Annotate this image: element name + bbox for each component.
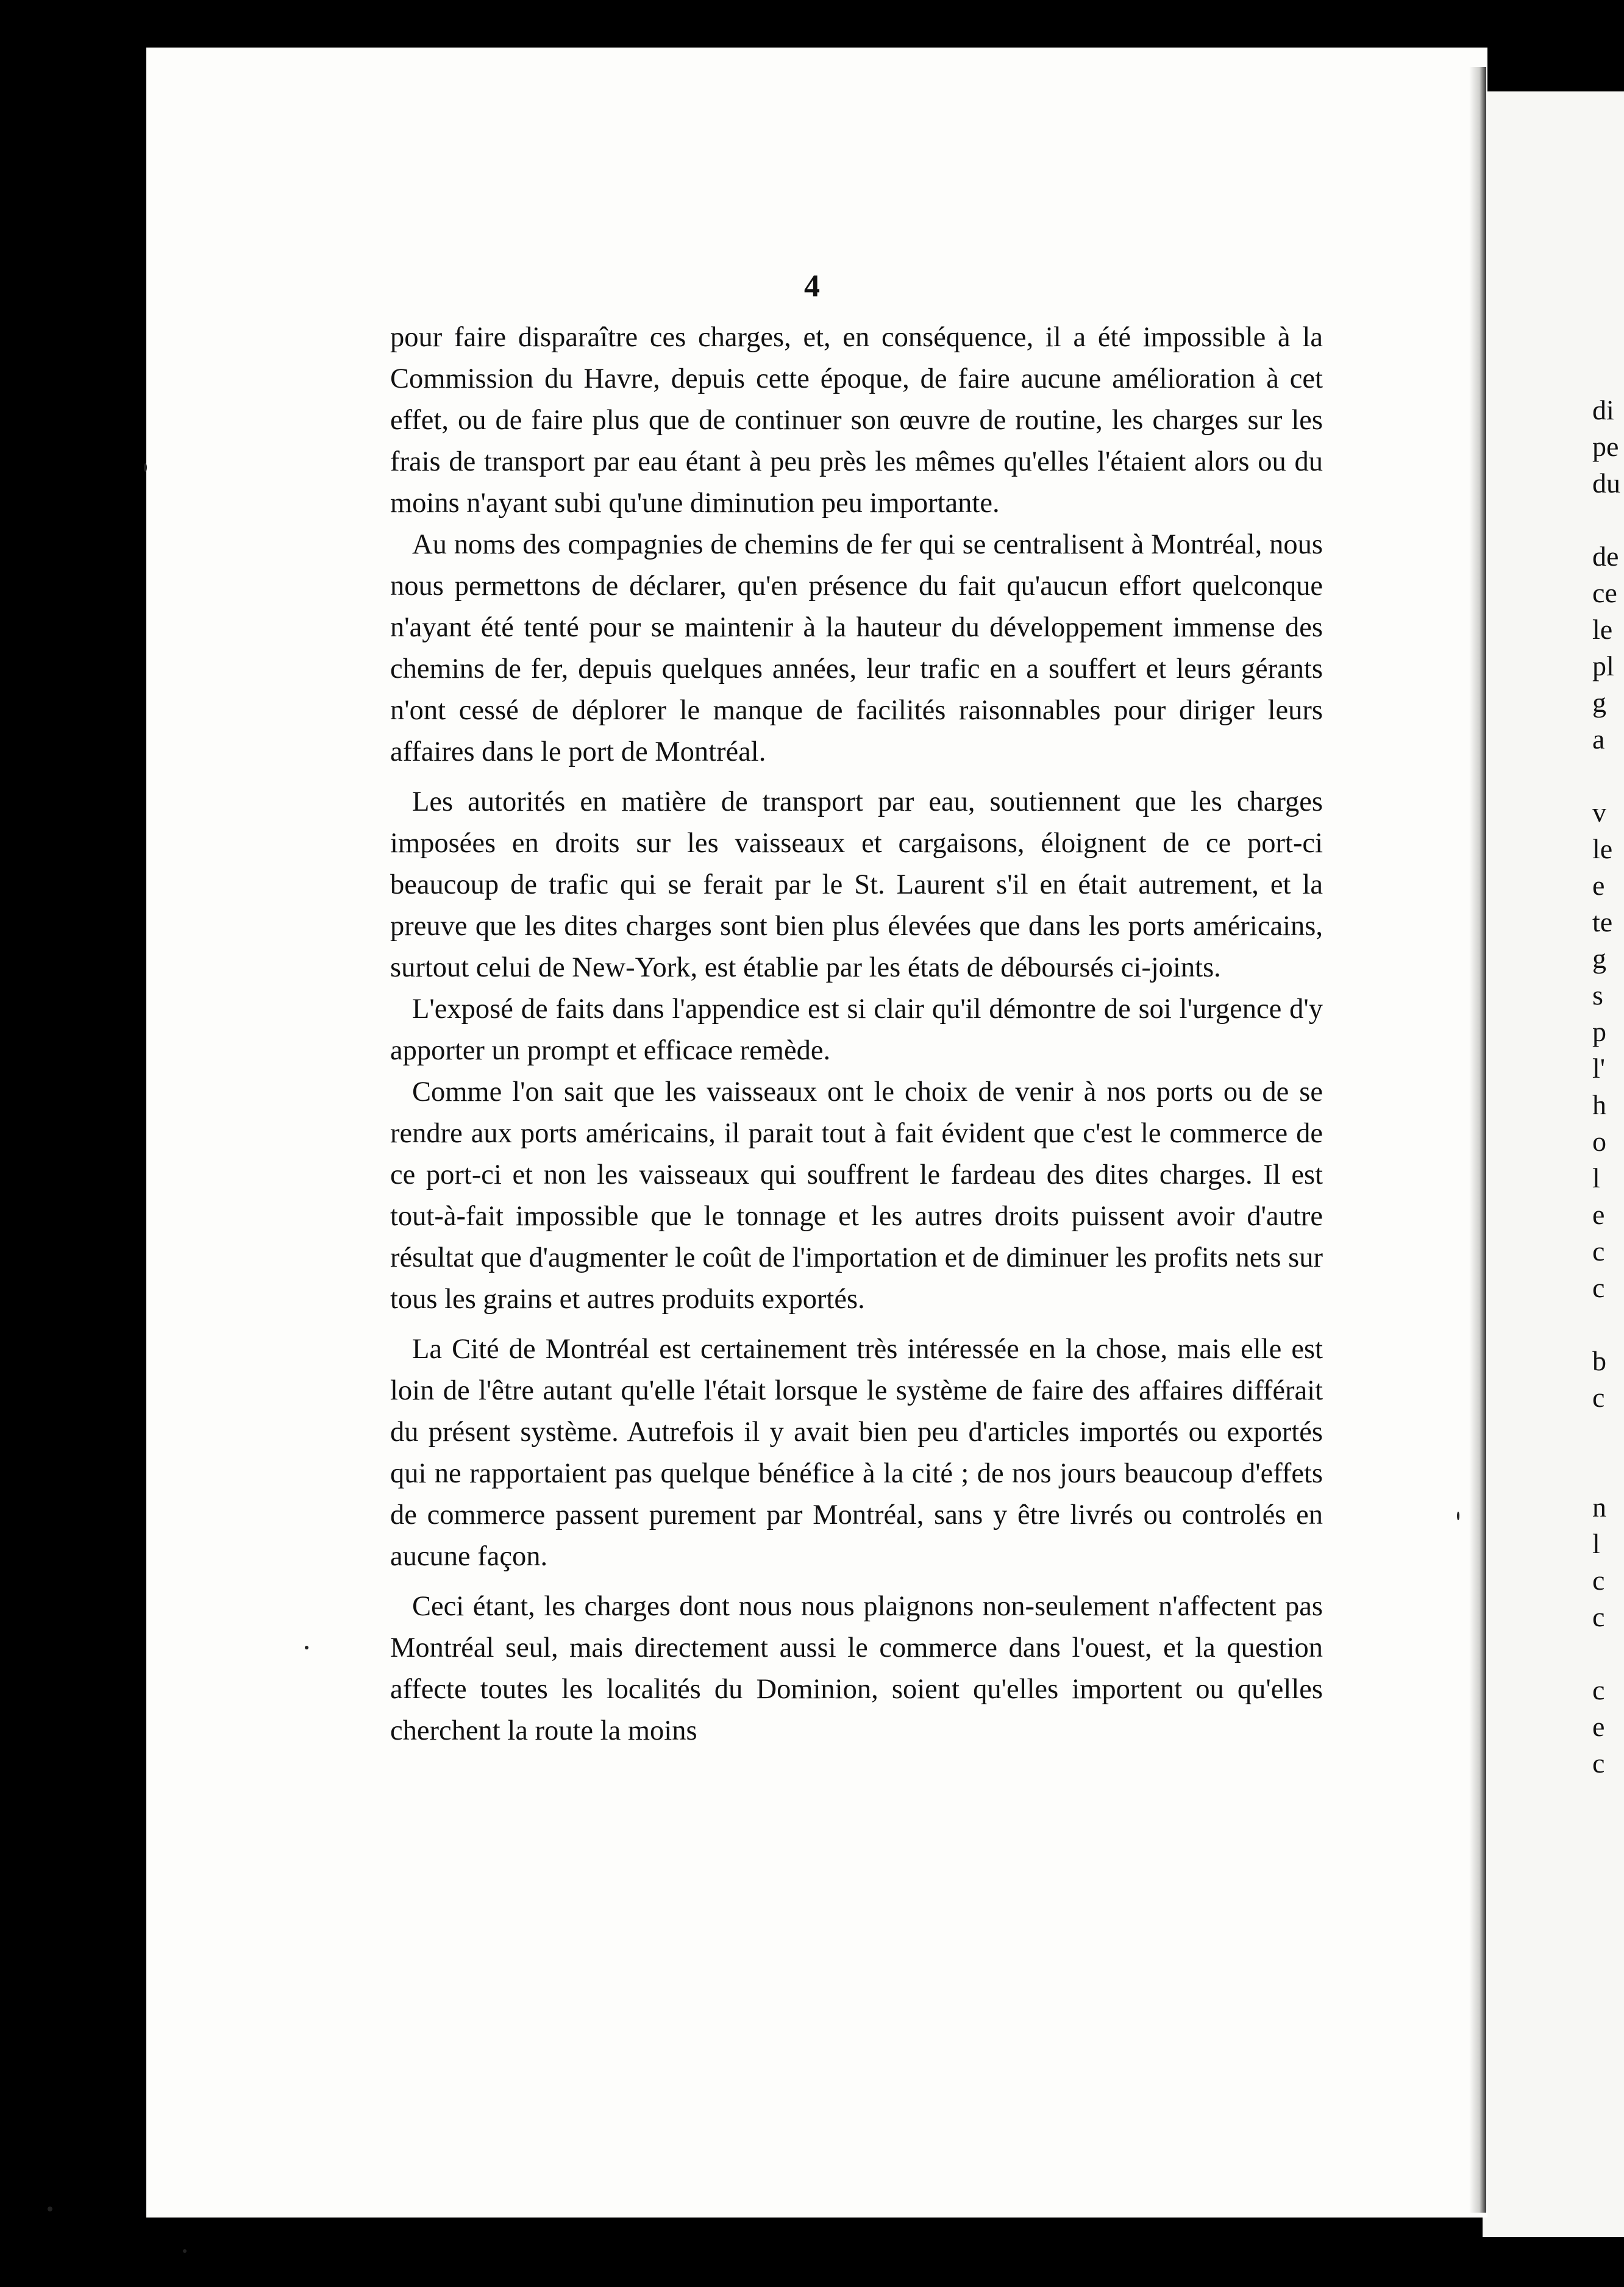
adjacent-page-fragment: pl xyxy=(1592,650,1614,681)
scan-speck xyxy=(48,2207,52,2211)
scan-speck xyxy=(144,463,147,472)
adjacent-page-fragment: v xyxy=(1592,797,1606,828)
adjacent-page-fragment: c xyxy=(1592,1236,1605,1267)
adjacent-page-fragment: ce xyxy=(1592,577,1617,608)
adjacent-page-fragment: p xyxy=(1592,1016,1606,1047)
adjacent-page-fragment: le xyxy=(1592,833,1613,864)
adjacent-page-fragment: a xyxy=(1592,724,1605,755)
page-gutter xyxy=(1469,67,1486,2213)
adjacent-page-fragment: g xyxy=(1592,943,1606,974)
adjacent-page-fragment: l xyxy=(1592,1528,1600,1559)
scan-speck xyxy=(305,1646,308,1649)
adjacent-page-fragment: c xyxy=(1592,1565,1605,1596)
adjacent-page-fragment: e xyxy=(1592,870,1605,901)
adjacent-page-fragment: le xyxy=(1592,614,1613,645)
adjacent-page-fragment: l' xyxy=(1592,1053,1606,1084)
adjacent-page-fragment: c xyxy=(1592,1382,1605,1413)
adjacent-page-fragment: g xyxy=(1592,687,1606,718)
adjacent-page-fragment: c xyxy=(1592,1272,1605,1303)
scan-speck xyxy=(1457,1512,1459,1520)
adjacent-page-fragment: n xyxy=(1592,1492,1606,1523)
adjacent-page-fragment: e xyxy=(1592,1199,1605,1230)
adjacent-page-fragment: l xyxy=(1592,1162,1600,1193)
adjacent-page-fragment: du xyxy=(1592,468,1620,499)
paragraph-4: L'exposé de faits dans l'appendice est si clair qu'il démontre de soi l'urgence d'y apporter un prompt et efficace remède. xyxy=(390,994,1323,1066)
paragraph-6: La Cité de Montréal est certainement très intéressée en la chose, mais elle est loin de l'être autant qu'elle l'était lorsque le système de faire des affaires différait du présent système. Autrefois il y avait bien peu d'articles importés ou exportés qui ne rapportaient pas quelque bénéfice à la cité ; de nos jours beaucoup d'effets de commerce passent purement par Montréal, sans y être livrés ou controlés en aucune façon. xyxy=(390,1334,1323,1572)
adjacent-page-fragment: b xyxy=(1592,1345,1606,1376)
page-number: 4 xyxy=(804,269,820,304)
body-text xyxy=(390,317,1323,1752)
paragraph-5: Comme l'on sait que les vaisseaux ont le choix de venir à nos ports ou de se rendre aux ports américains, il parait tout à fait évident que c'est le commerce de ce port-ci et non les vaisseaux qui souffrent le fardeau des dites charges. Il est tout-à-fait impossible que le tonnage et les autres droits puissent avoir d'autre résultat que d'augmenter le coût de l'importation et de diminuer les profits nets sur tous les grains et autres produits exportés. xyxy=(390,1076,1323,1315)
paragraph-1: pour faire disparaître ces charges, et, en conséquence, il a été impossible à la Commission du Havre, depuis cette époque, de faire aucune amélioration à cet effet, ou de faire plus que de continuer son œuvre de routine, les charges sur les frais de transport par eau étant à peu près les mêmes qu'elles l'étaient alors ou du moins n'ayant subi qu'une diminution peu importante. xyxy=(390,322,1323,519)
adjacent-page-fragment: s xyxy=(1592,980,1603,1011)
paragraph-2: Au noms des compagnies de chemins de fer qui se centralisent à Montréal, nous nous permettons de déclarer, qu'en présence du fait qu'aucun effort quelconque n'ayant été tenté pour se maintenir à la hauteur du développement immense des chemins de fer, depuis quelques années, leur trafic en a souffert et leurs gérants n'ont cessé de déplorer le manque de facilités raisonnables pour diriger leurs affaires dans le port de Montréal. xyxy=(390,529,1323,767)
adjacent-page-fragment: di xyxy=(1592,394,1614,425)
adjacent-page-fragment: c xyxy=(1592,1674,1605,1705)
adjacent-page-fragment: h xyxy=(1592,1089,1606,1120)
paragraph-3: Les autorités en matière de transport par eau, soutiennent que les charges imposées en droits sur les vaisseaux et cargaisons, éloignent de ce port-ci beaucoup de trafic qui se ferait par le St. Laurent s'il en était autrement, et la preuve que les dites charges sont bien plus élevées que dans les ports américains, surtout celui de New-York, est établie par les états de déboursés ci-joints. xyxy=(390,786,1323,983)
paragraph-7: Ceci étant, les charges dont nous nous plaignons non-seulement n'affectent pas Montréal seul, mais directement aussi le commerce dans l'ouest, et la question affecte toutes les localités du Dominion, soient qu'elles importent ou qu'elles cherchent la route la moins xyxy=(390,1591,1323,1746)
adjacent-page-fragment: e xyxy=(1592,1711,1605,1742)
adjacent-page-fragment: o xyxy=(1592,1126,1606,1157)
scan-speck xyxy=(183,2249,187,2253)
adjacent-page-fragment: c xyxy=(1592,1601,1605,1632)
adjacent-page-fragment: pe xyxy=(1592,431,1619,462)
adjacent-page-fragment: te xyxy=(1592,906,1613,937)
adjacent-page-fragment: de xyxy=(1592,541,1619,572)
adjacent-page-fragment: c xyxy=(1592,1748,1605,1779)
